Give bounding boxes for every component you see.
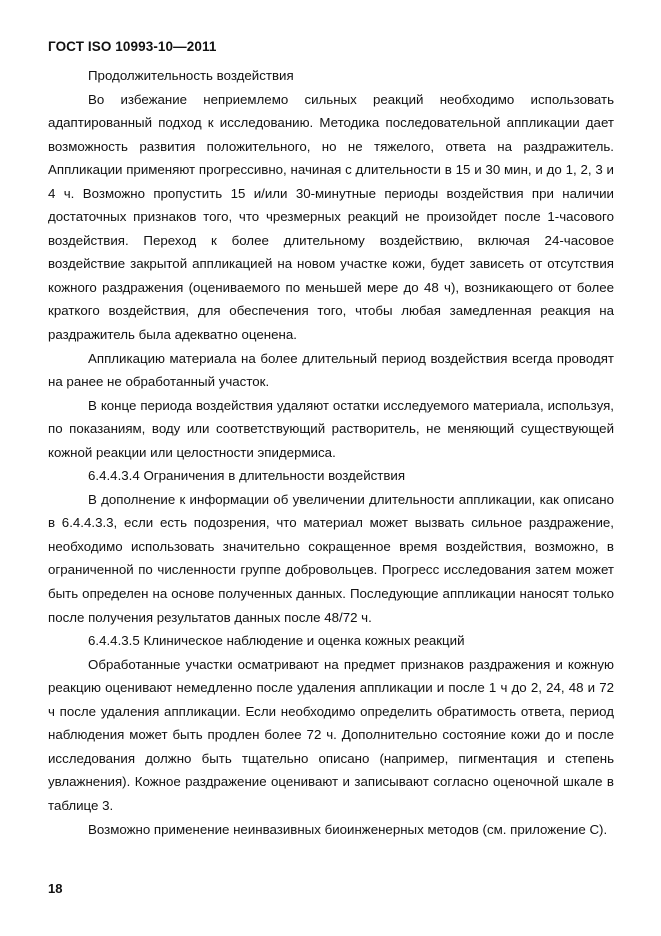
paragraph-removal-of-residues: В конце периода воздействия удаляют остатки исследуемого материала, используя, по показаниям, воду или соответствующий растворитель, не меняющий существующей кожной реакции или целостности эпидермиса. — [48, 397, 614, 460]
section-heading-6-4-4-3-4: 6.4.4.3.4 Ограничения в длительности воздействия — [88, 468, 406, 484]
page-number: 18 — [48, 881, 63, 896]
paragraph-exposure-duration-heading: Продолжительность воздействия — [88, 68, 294, 83]
document-header: ГОСТ ISO 10993-10—2011 — [48, 39, 217, 54]
paragraph-noninvasive-methods: Возможно применение неинвазивных биоинженерных методов (см. приложение С). — [88, 821, 608, 837]
paragraph-clinical-observation: Обработанные участки осматривают на предмет признаков раздражения и кожную реакцию оценивают немедленно после удаления аппликации и после 1 ч до 2, 24, 48 и 72 ч после удаления аппликации. Если необходимо определить обратимость ответа, период наблюдения может быть продлен более 72 ч. Дополнительно состояние кожи до и после исследования должно быть тщательно описано (например, пигментация и степень увлажнения). Кожное раздражение оценивают и записывают согласно оценочной шкале в таблице 3. — [48, 656, 614, 813]
paragraph-exposure-limits: В дополнение к информации об увеличении длительности аппликации, как описано в 6.4.4.3.3, если есть подозрения, что материал может вызвать сильное раздражение, необходимо использовать значительно сокращенное время воздействия, возможно, в ограниченной по численности группе добровольцев. Прогресс исследования затем может быть определен на основе полученных данных. Последующие аппликации наносят только после получения результатов данных после 48/72 ч. — [48, 491, 614, 625]
document-body — [48, 64, 614, 841]
paragraph-adapted-approach: Во избежание неприемлемо сильных реакций необходимо использовать адаптированный подход к исследованию. Методика последовательной аппликации дает возможность развития положительного, но не тяжелого, ответа на раздражитель. Аппликации применяют прогрессивно, начиная с длительности в 15 и 30 мин, и до 1, 2, 3 и 4 ч. Возможно пропустить 15 и/или 30-минутные периоды воздействия при наличии достаточных признаков того, что чрезмерных реакций не произойдет после 1-часового воздействия. Переход к более длительному воздействию, включая 24-часовое воздействие закрытой аппликацией на новом участке кожи, будет зависеть от отсутствия кожного раздражения (оцениваемого по меньшей мере до 48 ч), возникающего от более краткого воздействия, для обеспечения того, чтобы любая замедленная реакция на раздражитель была адекватно оценена. — [48, 91, 614, 343]
paragraph-longer-exposure-site: Аппликацию материала на более длительный период воздействия всегда проводят на ранее не обработанный участок. — [48, 350, 614, 390]
section-heading-6-4-4-3-5: 6.4.4.3.5 Клиническое наблюдение и оценка кожных реакций — [88, 633, 465, 649]
